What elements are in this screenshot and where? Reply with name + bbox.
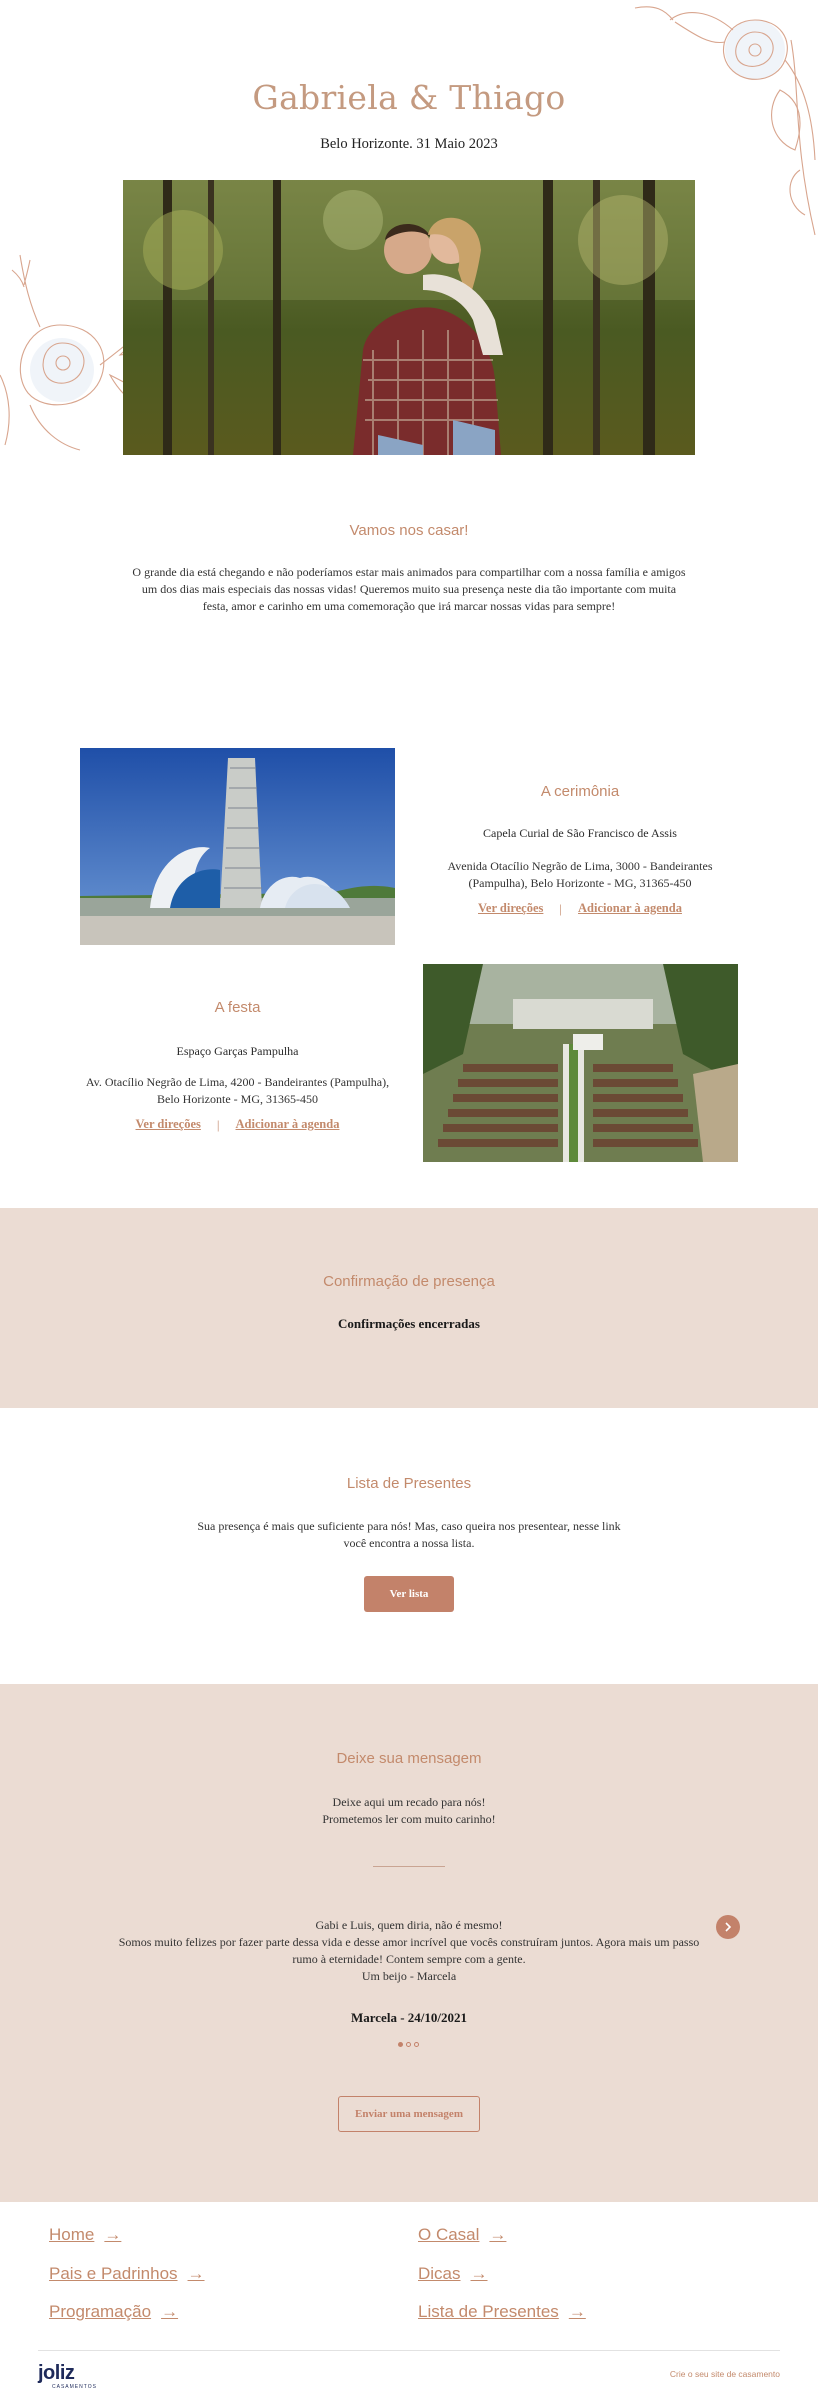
divider (373, 1866, 445, 1867)
intro-heading: Vamos nos casar! (349, 522, 469, 539)
rsvp-section (0, 1208, 818, 1408)
arrow-right-icon: → (161, 2302, 179, 2321)
footer-link-label: Lista de Presentes (418, 2302, 559, 2321)
carousel-dot-active[interactable] (398, 2042, 403, 2047)
footer-divider (38, 2350, 780, 2351)
arrow-right-icon: → (187, 2264, 205, 2283)
next-message-button[interactable] (716, 1915, 740, 1939)
ceremony-actions (420, 901, 740, 917)
logo-text: joliz (38, 2362, 75, 2384)
create-site-link[interactable]: Crie o seu site de casamento (669, 2369, 780, 2379)
ceremony-place: Capela Curial de São Francisco de Assis (483, 826, 677, 840)
party-directions-link[interactable]: Ver direções (135, 1117, 201, 1131)
send-message-button[interactable]: Enviar uma mensagem (338, 2096, 480, 2132)
ceremony-directions-link[interactable]: Ver direções (478, 901, 544, 915)
gifts-heading: Lista de Presentes (346, 1475, 472, 1492)
rsvp-heading: Confirmação de presença (323, 1273, 495, 1290)
party-heading: A festa (214, 999, 261, 1016)
ceremony-heading: A cerimônia (540, 783, 620, 800)
arrow-right-icon: → (104, 2225, 122, 2244)
logo-tagline: CASAMENTOS (52, 2384, 97, 2390)
carousel-dot[interactable] (414, 2042, 419, 2047)
party-actions (80, 1117, 395, 1133)
party-place: Espaço Garças Pampulha (176, 1044, 299, 1058)
footer-link-label: Home (49, 2225, 95, 2244)
arrow-right-icon: → (489, 2225, 507, 2244)
message-author: Marcela - 24/10/2021 (350, 2010, 467, 2025)
messages-intro-1: Deixe aqui um recado para nós! (332, 1795, 486, 1809)
location-date: Belo Horizonte. 31 Maio 2023 (320, 136, 498, 152)
footer-link-label: Dicas (418, 2264, 461, 2283)
carousel-dot[interactable] (406, 2042, 411, 2047)
gifts-text: Sua presença é mais que suficiente para nós! Mas, caso queira nos presentear, nesse link você encontra a nossa lista. (197, 1519, 621, 1550)
footer-link-label: Programação (49, 2302, 152, 2321)
separator: | (559, 901, 563, 916)
messages-intro-2: Prometemos ler com muito carinho! (322, 1812, 496, 1826)
arrow-right-icon: → (568, 2302, 586, 2321)
ceremony-add-calendar-link[interactable]: Adicionar à agenda (578, 901, 682, 915)
message-text: Gabi e Luis, quem diria, não é mesmo! Somos muito felizes por fazer parte dessa vida e desse amor incrível que vocês construíram juntos. Agora mais um passo rumo à eternidade! Contem sempre com a gente. Um beijo - Marcela (118, 1918, 700, 1983)
joliz-logo[interactable] (38, 2362, 98, 2394)
couple-names: Gabriela & Thiago (252, 78, 566, 117)
view-gift-list-button[interactable]: Ver lista (364, 1576, 454, 1612)
footer-link-label: O Casal (418, 2225, 480, 2244)
footer-link-lista-presentes[interactable] (418, 2302, 586, 2322)
party-add-calendar-link[interactable]: Adicionar à agenda (235, 1117, 340, 1131)
ceremony-photo (80, 748, 395, 945)
messages-heading: Deixe sua mensagem (336, 1750, 482, 1767)
footer-link-o-casal[interactable] (418, 2225, 506, 2245)
arrow-right-icon: → (470, 2264, 488, 2283)
party-address: Av. Otacílio Negrão de Lima, 4200 - Bandeirantes (Pampulha), Belo Horizonte - MG, 31365-450 (85, 1075, 390, 1106)
footer-link-label: Pais e Padrinhos (49, 2264, 178, 2283)
carousel-dots (398, 2042, 420, 2048)
party-photo (423, 964, 738, 1162)
ceremony-address: Avenida Otacílio Negrão de Lima, 3000 - Bandeirantes (Pampulha), Belo Horizonte - MG, 31365-450 (447, 859, 713, 890)
footer-link-home[interactable] (49, 2225, 121, 2245)
footer-link-programacao[interactable] (49, 2302, 178, 2322)
rsvp-status: Confirmações encerradas (338, 1316, 480, 1331)
separator: | (216, 1117, 220, 1132)
intro-text: O grande dia está chegando e não poderíamos estar mais animados para compartilhar com a nossa família e amigos um dos dias mais especiais das nossas vidas! Queremos muito sua presença neste dia tão importante com muita festa, amor e carinho em uma comemoração que irá marcar nossas vidas para sempre! (132, 565, 686, 613)
footer-link-dicas[interactable] (418, 2264, 488, 2284)
couple-photo (123, 180, 695, 455)
chevron-right-icon (723, 1922, 733, 1932)
footer-link-pais-padrinhos[interactable] (49, 2264, 205, 2284)
